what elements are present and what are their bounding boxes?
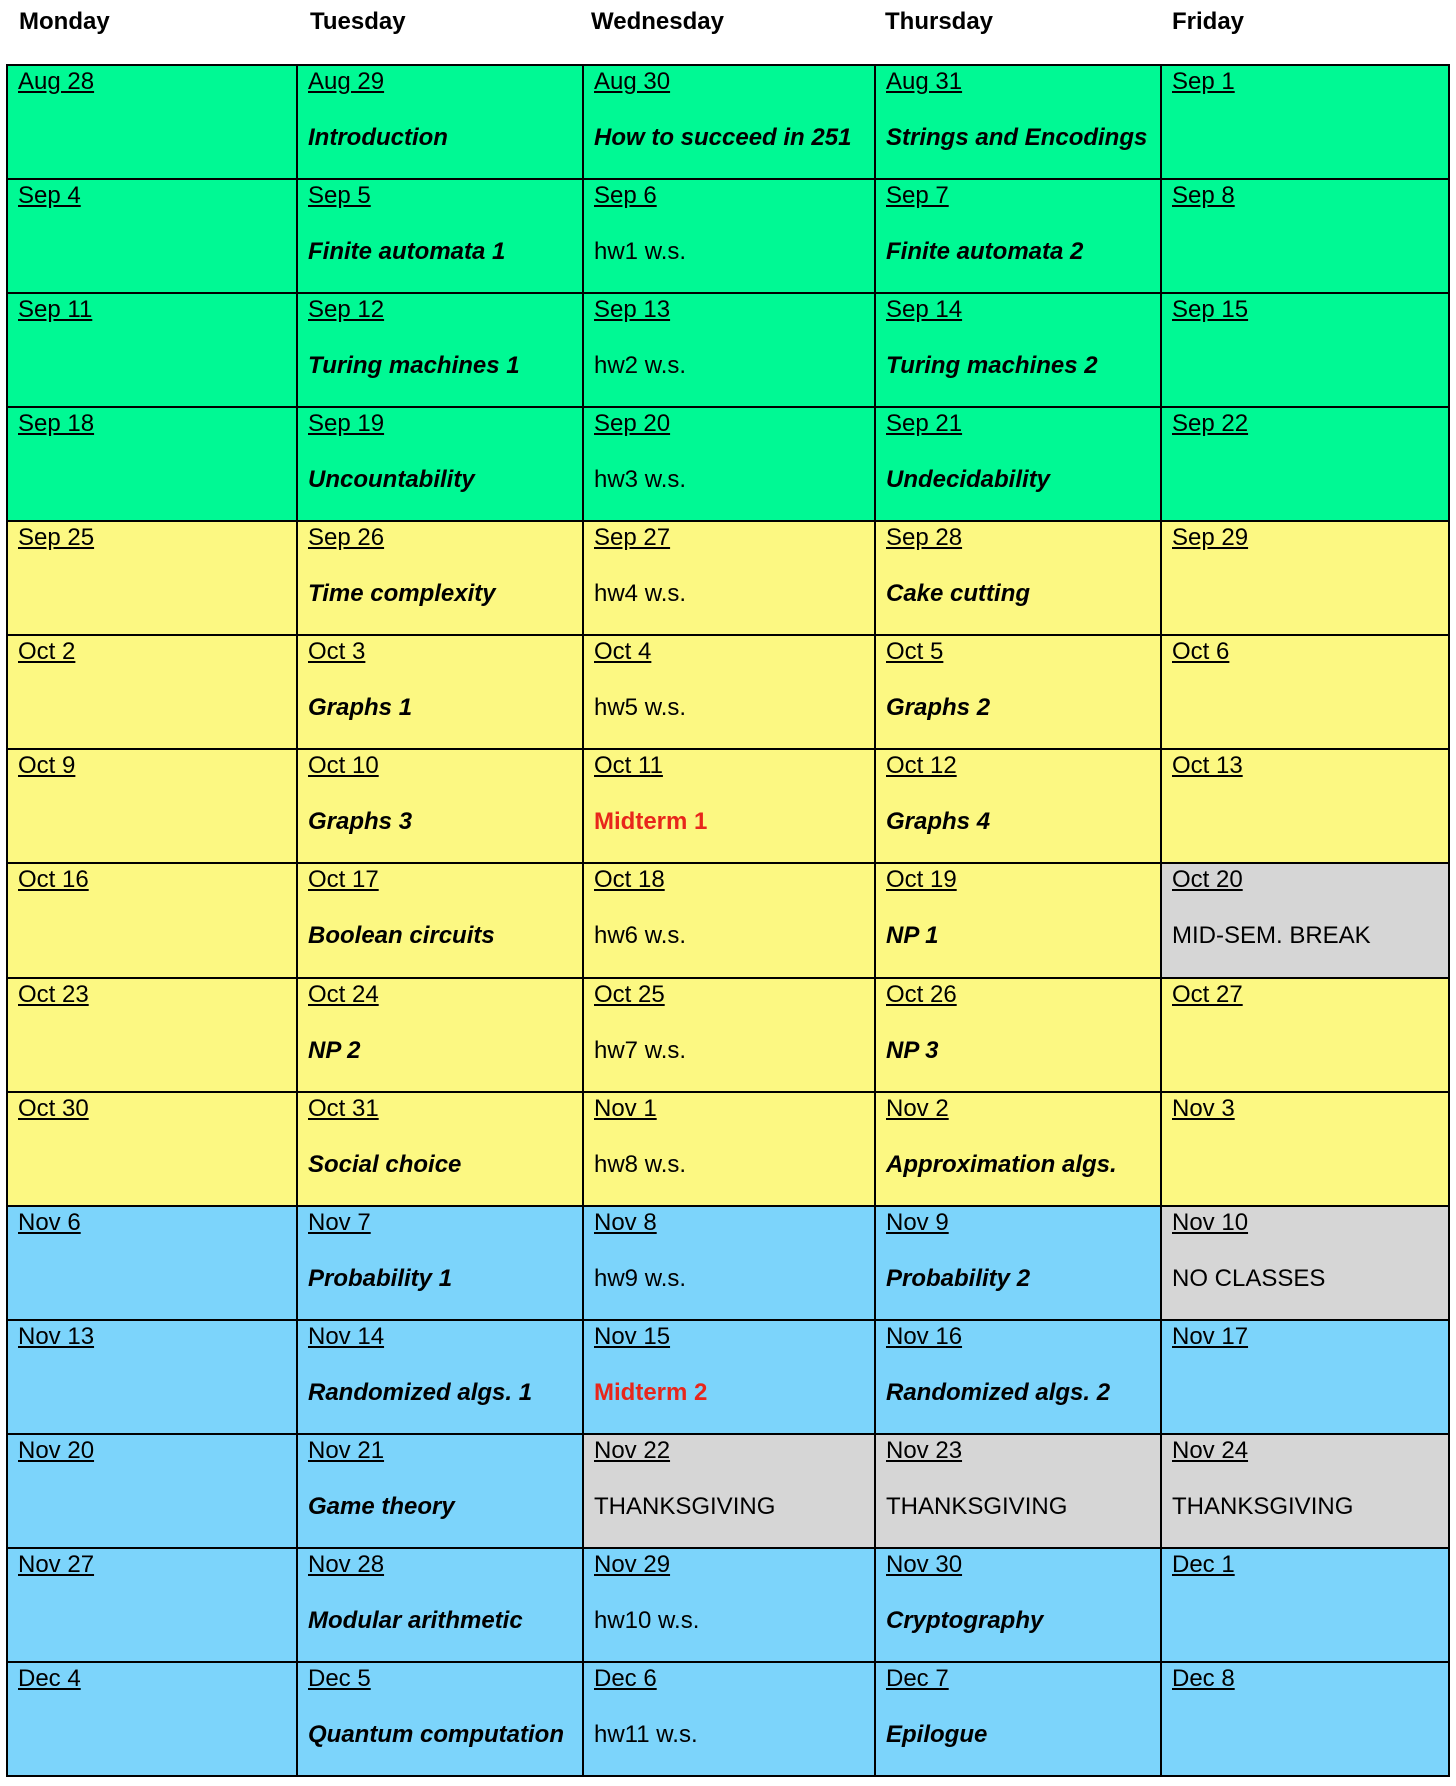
- homework-session: hw1 w.s.: [594, 238, 687, 266]
- date-link[interactable]: Nov 29: [594, 1550, 671, 1578]
- lecture-title: Graphs 4: [886, 808, 991, 836]
- holiday-label: THANKSGIVING: [594, 1492, 776, 1520]
- date-link[interactable]: Nov 13: [18, 1322, 95, 1350]
- date-link[interactable]: Sep 4: [18, 182, 81, 210]
- date-link[interactable]: Nov 27: [18, 1550, 95, 1578]
- lecture-title: Cake cutting: [886, 580, 1031, 608]
- lecture-title: Boolean circuits: [308, 922, 495, 950]
- week-row: [7, 1320, 1449, 1434]
- date-link[interactable]: Oct 12: [886, 752, 957, 780]
- date-link[interactable]: Oct 20: [1172, 866, 1243, 894]
- homework-session: hw8 w.s.: [594, 1150, 687, 1178]
- day-cell-wednesday: [583, 293, 875, 407]
- day-cell-tuesday: [297, 1434, 583, 1548]
- date-link[interactable]: Sep 7: [886, 182, 949, 210]
- date-link[interactable]: Sep 26: [308, 524, 385, 552]
- day-cell-thursday: [875, 1548, 1161, 1662]
- date-link[interactable]: Dec 4: [18, 1664, 81, 1692]
- date-link[interactable]: Oct 30: [18, 1094, 89, 1122]
- day-cell-monday: [7, 749, 297, 863]
- day-cell-friday: [1161, 978, 1449, 1092]
- homework-session: hw6 w.s.: [594, 922, 687, 950]
- homework-session: hw2 w.s.: [594, 352, 687, 380]
- week-row: [7, 65, 1449, 179]
- date-link[interactable]: Sep 19: [308, 410, 385, 438]
- lecture-title: Epilogue: [886, 1720, 988, 1748]
- lecture-title: Probability 1: [308, 1264, 453, 1292]
- homework-session: hw11 w.s.: [594, 1720, 698, 1748]
- lecture-title: NP 1: [886, 922, 939, 950]
- day-cell-wednesday: [583, 1662, 875, 1776]
- date-link[interactable]: Nov 14: [308, 1322, 385, 1350]
- date-link[interactable]: Oct 4: [594, 638, 652, 666]
- date-link[interactable]: Oct 25: [594, 980, 665, 1008]
- day-cell-wednesday: [583, 407, 875, 521]
- day-cell-monday: [7, 65, 297, 179]
- day-cell-wednesday: [583, 1320, 875, 1434]
- holiday-label: NO CLASSES: [1172, 1264, 1326, 1292]
- lecture-title: Social choice: [308, 1150, 462, 1178]
- lecture-title: Time complexity: [308, 580, 496, 608]
- day-cell-tuesday: [297, 521, 583, 635]
- week-row: [7, 293, 1449, 407]
- date-link[interactable]: Sep 8: [1172, 182, 1235, 210]
- day-cell-friday: [1161, 1092, 1449, 1206]
- date-link[interactable]: Nov 7: [308, 1208, 371, 1236]
- date-link[interactable]: Oct 9: [18, 752, 76, 780]
- day-cell-tuesday: [297, 293, 583, 407]
- day-cell-wednesday: [583, 863, 875, 977]
- date-link[interactable]: Sep 25: [18, 524, 95, 552]
- day-cell-friday: [1161, 635, 1449, 749]
- week-row: [7, 863, 1449, 977]
- day-cell-wednesday: [583, 749, 875, 863]
- date-link[interactable]: Sep 13: [594, 296, 671, 324]
- date-link[interactable]: Nov 22: [594, 1436, 671, 1464]
- day-cell-friday: [1161, 179, 1449, 293]
- date-link[interactable]: Aug 28: [18, 68, 95, 95]
- day-cell-monday: [7, 179, 297, 293]
- schedule-body: [7, 65, 1449, 1776]
- date-link[interactable]: Nov 9: [886, 1208, 949, 1236]
- date-link[interactable]: Sep 21: [886, 410, 963, 438]
- homework-session: hw10 w.s.: [594, 1606, 700, 1634]
- date-link[interactable]: Aug 31: [886, 68, 963, 95]
- lecture-title: Finite automata 1: [308, 238, 506, 266]
- date-link[interactable]: Sep 29: [1172, 524, 1249, 552]
- day-cell-wednesday: [583, 1548, 875, 1662]
- day-cell-monday: [7, 521, 297, 635]
- date-link[interactable]: Sep 14: [886, 296, 963, 324]
- day-cell-tuesday: [297, 407, 583, 521]
- lecture-title: Randomized algs. 1: [308, 1378, 533, 1406]
- lecture-title: Graphs 1: [308, 694, 413, 722]
- day-cell-thursday: [875, 521, 1161, 635]
- schedule-grid: [6, 64, 1450, 1777]
- day-cell-thursday: [875, 749, 1161, 863]
- holiday-label: MID-SEM. BREAK: [1172, 922, 1371, 950]
- date-link[interactable]: Oct 6: [1172, 638, 1230, 666]
- lecture-title: Approximation algs.: [886, 1150, 1117, 1178]
- date-link[interactable]: Dec 6: [594, 1664, 657, 1692]
- day-cell-friday: [1161, 65, 1449, 179]
- date-link[interactable]: Nov 15: [594, 1322, 671, 1350]
- lecture-title: NP 2: [308, 1036, 361, 1064]
- date-link[interactable]: Dec 7: [886, 1664, 949, 1692]
- week-row: [7, 1434, 1449, 1548]
- week-row: [7, 407, 1449, 521]
- weekday-header: [0, 0, 1456, 64]
- date-link[interactable]: Aug 29: [308, 68, 385, 95]
- day-cell-tuesday: [297, 179, 583, 293]
- day-cell-wednesday: [583, 65, 875, 179]
- day-cell-thursday: [875, 1320, 1161, 1434]
- date-link[interactable]: Dec 1: [1172, 1550, 1235, 1578]
- day-cell-friday: [1161, 1434, 1449, 1548]
- date-link[interactable]: Nov 16: [886, 1322, 963, 1350]
- week-row: [7, 978, 1449, 1092]
- day-cell-wednesday: [583, 1206, 875, 1320]
- day-cell-tuesday: [297, 863, 583, 977]
- day-cell-wednesday: [583, 978, 875, 1092]
- date-link[interactable]: Nov 8: [594, 1208, 657, 1236]
- day-cell-friday: [1161, 293, 1449, 407]
- week-row: [7, 179, 1449, 293]
- homework-session: hw9 w.s.: [594, 1264, 687, 1292]
- day-cell-thursday: [875, 407, 1161, 521]
- date-link[interactable]: Nov 23: [886, 1436, 963, 1464]
- lecture-title: Quantum computation: [308, 1720, 564, 1748]
- date-link[interactable]: Nov 10: [1172, 1208, 1249, 1236]
- homework-session: hw4 w.s.: [594, 580, 687, 608]
- day-cell-monday: [7, 1092, 297, 1206]
- day-cell-thursday: [875, 635, 1161, 749]
- homework-session: hw3 w.s.: [594, 466, 687, 494]
- date-link[interactable]: Oct 17: [308, 866, 379, 894]
- lecture-title: How to succeed in 251: [594, 124, 852, 151]
- day-cell-wednesday: [583, 1434, 875, 1548]
- day-cell-monday: [7, 635, 297, 749]
- date-link[interactable]: Sep 11: [18, 296, 93, 324]
- date-link[interactable]: Nov 6: [18, 1208, 81, 1236]
- day-cell-thursday: [875, 293, 1161, 407]
- week-row: [7, 1206, 1449, 1320]
- day-header-friday: Friday: [1172, 8, 1245, 35]
- midterm-label: Midterm 1: [594, 808, 708, 836]
- date-link[interactable]: Oct 27: [1172, 980, 1243, 1008]
- date-link[interactable]: Oct 3: [308, 638, 366, 666]
- homework-session: hw5 w.s.: [594, 694, 687, 722]
- date-link[interactable]: Nov 3: [1172, 1094, 1235, 1122]
- date-link[interactable]: Aug 30: [594, 68, 671, 95]
- lecture-title: Game theory: [308, 1492, 455, 1520]
- holiday-label: THANKSGIVING: [1172, 1492, 1354, 1520]
- lecture-title: Randomized algs. 2: [886, 1378, 1111, 1406]
- week-row: [7, 521, 1449, 635]
- date-link[interactable]: Sep 12: [308, 296, 385, 324]
- date-link[interactable]: Oct 31: [308, 1094, 379, 1122]
- date-link[interactable]: Sep 22: [1172, 410, 1249, 438]
- date-link[interactable]: Nov 20: [18, 1436, 95, 1464]
- date-link[interactable]: Oct 26: [886, 980, 957, 1008]
- day-cell-monday: [7, 293, 297, 407]
- day-cell-wednesday: [583, 635, 875, 749]
- week-row: [7, 635, 1449, 749]
- date-link[interactable]: Oct 2: [18, 638, 76, 666]
- day-cell-thursday: [875, 1662, 1161, 1776]
- day-cell-thursday: [875, 863, 1161, 977]
- week-row: [7, 1662, 1449, 1776]
- day-cell-monday: [7, 1548, 297, 1662]
- day-cell-monday: [7, 1434, 297, 1548]
- lecture-title: Strings and Encodings: [886, 124, 1148, 151]
- day-cell-tuesday: [297, 978, 583, 1092]
- date-link[interactable]: Nov 24: [1172, 1436, 1249, 1464]
- day-cell-thursday: [875, 65, 1161, 179]
- day-cell-friday: [1161, 863, 1449, 977]
- date-link[interactable]: Sep 27: [594, 524, 671, 552]
- day-cell-tuesday: [297, 635, 583, 749]
- week-row: [7, 1548, 1449, 1662]
- date-link[interactable]: Sep 1: [1172, 68, 1235, 95]
- day-cell-monday: [7, 1320, 297, 1434]
- date-link[interactable]: Nov 17: [1172, 1322, 1249, 1350]
- date-link[interactable]: Nov 1: [594, 1094, 657, 1122]
- lecture-title: Probability 2: [886, 1264, 1031, 1292]
- date-link[interactable]: Dec 8: [1172, 1664, 1235, 1692]
- date-link[interactable]: Sep 5: [308, 182, 371, 210]
- day-cell-tuesday: [297, 1662, 583, 1776]
- day-cell-tuesday: [297, 1548, 583, 1662]
- lecture-title: Graphs 3: [308, 808, 413, 836]
- day-cell-monday: [7, 863, 297, 977]
- day-cell-thursday: [875, 1206, 1161, 1320]
- day-cell-friday: [1161, 1662, 1449, 1776]
- lecture-title: Uncountability: [308, 466, 475, 494]
- date-link[interactable]: Sep 15: [1172, 296, 1249, 324]
- date-link[interactable]: Sep 6: [594, 182, 657, 210]
- date-link[interactable]: Sep 28: [886, 524, 963, 552]
- day-header-thursday: Thursday: [885, 8, 994, 35]
- day-cell-friday: [1161, 521, 1449, 635]
- lecture-title: Cryptography: [886, 1606, 1044, 1634]
- day-cell-thursday: [875, 978, 1161, 1092]
- day-cell-tuesday: [297, 1320, 583, 1434]
- lecture-title: Graphs 2: [886, 694, 991, 722]
- day-header-monday: Monday: [19, 8, 110, 35]
- date-link[interactable]: Sep 20: [594, 410, 671, 438]
- day-header-tuesday: Tuesday: [310, 8, 406, 35]
- date-link[interactable]: Oct 5: [886, 638, 944, 666]
- date-link[interactable]: Oct 16: [18, 866, 89, 894]
- lecture-title: Introduction: [308, 124, 448, 151]
- date-link[interactable]: Oct 23: [18, 980, 89, 1008]
- day-cell-friday: [1161, 1320, 1449, 1434]
- day-cell-thursday: [875, 1092, 1161, 1206]
- day-cell-wednesday: [583, 1092, 875, 1206]
- midterm-label: Midterm 2: [594, 1378, 708, 1406]
- holiday-label: THANKSGIVING: [886, 1492, 1068, 1520]
- date-link[interactable]: Oct 10: [308, 752, 379, 780]
- date-link[interactable]: Dec 5: [308, 1664, 371, 1692]
- date-link[interactable]: Nov 2: [886, 1094, 949, 1122]
- day-cell-friday: [1161, 1548, 1449, 1662]
- date-link[interactable]: Oct 24: [308, 980, 379, 1008]
- day-cell-friday: [1161, 749, 1449, 863]
- day-cell-tuesday: [297, 65, 583, 179]
- week-row: [7, 749, 1449, 863]
- day-cell-monday: [7, 1662, 297, 1776]
- lecture-title: Turing machines 2: [886, 352, 1098, 380]
- date-link[interactable]: Nov 30: [886, 1550, 963, 1578]
- day-cell-thursday: [875, 179, 1161, 293]
- day-cell-wednesday: [583, 179, 875, 293]
- date-link[interactable]: Nov 21: [308, 1436, 385, 1464]
- homework-session: hw7 w.s.: [594, 1036, 687, 1064]
- day-cell-wednesday: [583, 521, 875, 635]
- date-link[interactable]: Sep 18: [18, 410, 95, 438]
- date-link[interactable]: Oct 11: [594, 752, 663, 780]
- lecture-title: Modular arithmetic: [308, 1606, 523, 1634]
- day-cell-tuesday: [297, 1206, 583, 1320]
- day-cell-friday: [1161, 407, 1449, 521]
- week-row: [7, 1092, 1449, 1206]
- lecture-title: Finite automata 2: [886, 238, 1084, 266]
- day-cell-tuesday: [297, 1092, 583, 1206]
- lecture-title: NP 3: [886, 1036, 939, 1064]
- date-link[interactable]: Oct 18: [594, 866, 665, 894]
- day-cell-tuesday: [297, 749, 583, 863]
- day-cell-monday: [7, 978, 297, 1092]
- date-link[interactable]: Oct 19: [886, 866, 957, 894]
- date-link[interactable]: Oct 13: [1172, 752, 1243, 780]
- day-header-wednesday: Wednesday: [591, 8, 724, 35]
- day-cell-friday: [1161, 1206, 1449, 1320]
- day-cell-monday: [7, 407, 297, 521]
- day-cell-monday: [7, 1206, 297, 1320]
- date-link[interactable]: Nov 28: [308, 1550, 385, 1578]
- lecture-title: Turing machines 1: [308, 352, 520, 380]
- lecture-title: Undecidability: [886, 466, 1051, 494]
- day-cell-thursday: [875, 1434, 1161, 1548]
